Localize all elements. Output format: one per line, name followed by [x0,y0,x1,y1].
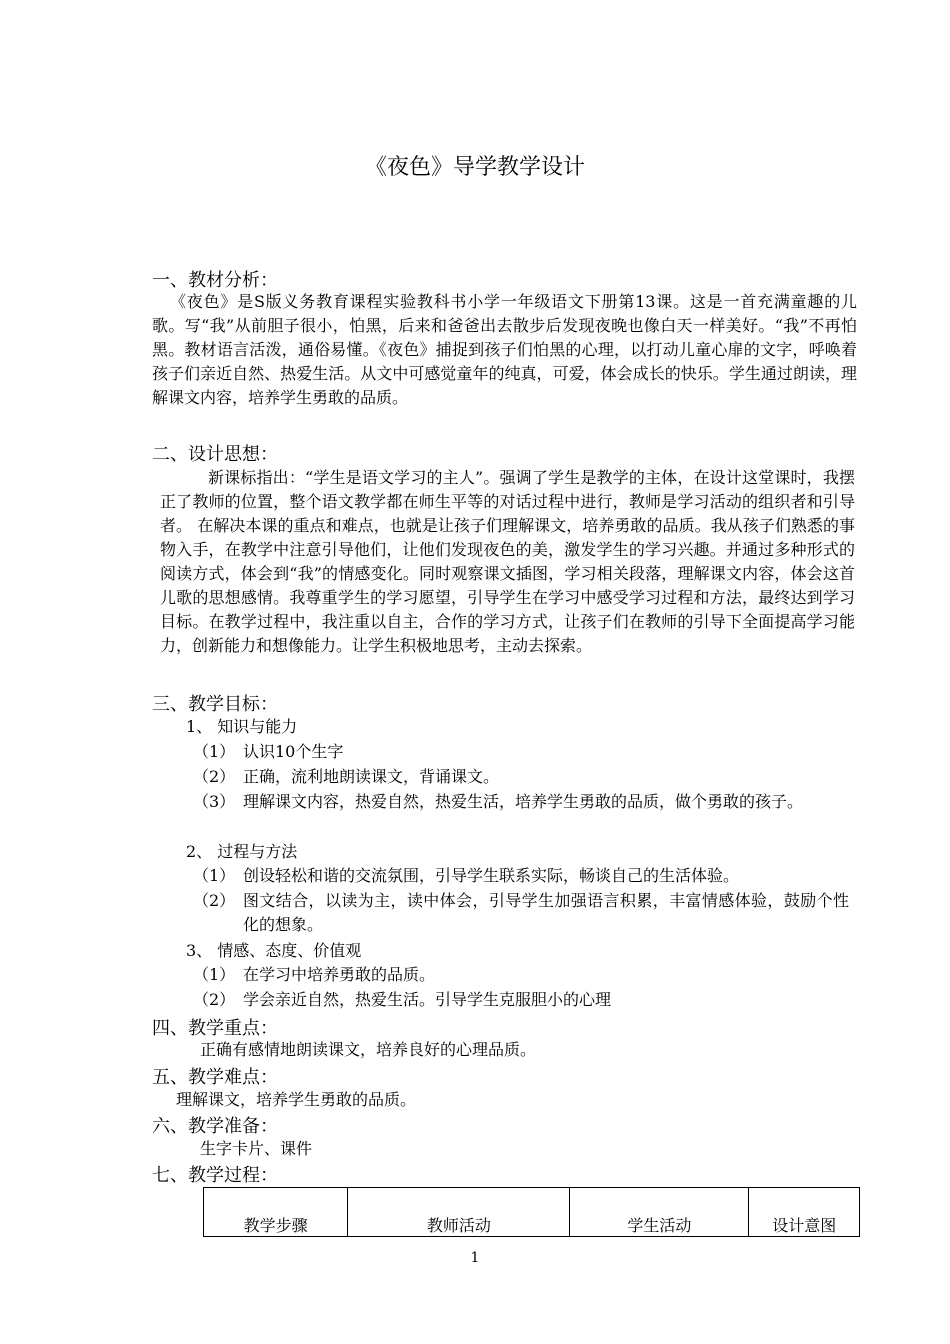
goal-item-text: 正确，流利地朗读课文，背诵课文。 [243,767,500,786]
goal-item [193,864,853,888]
goal-item-text: 理解课文内容，热爱自然，热爱生活，培养学生勇敢的品质，做个勇敢的孩子。 [243,792,804,811]
goal-item-number: （1） [193,965,236,984]
section-heading-5: 五、教学难点： [152,1067,278,1088]
goal-item [193,790,853,838]
goal-item [193,889,853,937]
table-header-cell: 学生活动 [570,1188,749,1237]
goal-item-text: 图文结合，以读为主，读中体会，引导学生加强语言积累，丰富情感体验，鼓励个性化的想象。 [243,891,849,934]
section-heading-1: 一、教材分析： [152,270,278,291]
goal-item-text: 学会亲近自然，热爱生活。引导学生克服胆小的心理 [243,990,612,1009]
goal-item-text: 创设轻松和谐的交流氛围，引导学生联系实际，畅谈自己的生活体验。 [243,866,740,885]
goal-item-text: 在学习中培养勇敢的品质。 [243,965,436,984]
goal-group-2-label: 2、 过程与方法 [186,842,298,861]
goal-item-number: （2） [193,990,236,1009]
goal-item-number: （2） [193,767,236,786]
table-header-cell: 教学步骤 [204,1188,348,1237]
goal-item [193,988,853,1012]
goal-item-number: （1） [193,742,236,761]
section-body-6: 生字卡片、课件 [200,1139,313,1158]
table-header-row [204,1188,860,1237]
section-heading-6: 六、教学准备： [152,1116,278,1137]
goal-item [193,765,853,789]
goal-item-number: （1） [193,866,236,885]
section-heading-4: 四、教学重点： [152,1018,278,1039]
goal-item-text: 认识10个生字 [243,742,344,761]
section-heading-3: 三、教学目标： [152,694,278,715]
table-header-cell: 设计意图 [749,1188,860,1237]
teaching-process-table [203,1187,860,1237]
goal-item-number: （2） [193,891,236,910]
goal-item-number: （3） [193,792,236,811]
table-header-cell: 教师活动 [348,1188,570,1237]
goal-item [193,963,853,987]
section-heading-7: 七、教学过程： [152,1165,278,1186]
goal-item [193,740,853,764]
section-heading-2: 二、设计思想： [152,444,278,465]
section-body-1: 《夜色》是S版义务教育课程实验教科书小学一年级语文下册第13课。这是一首充满童趣的儿歌。写“我”从前胆子很小，怕黑，后来和爸爸出去散步后发现夜晚也像白天一样美好。“我”不再怕黑。教材语言活泼，通俗易懂。《夜色》捕捉到孩子们怕黑的心理，以打动儿童心扉的文字，呼唤着孩子们亲近自然、热爱生活。从文中可感觉童年的纯真，可爱，体会成长的快乐。学生通过朗读，理解课文内容，培养学生勇敢的品质。 [152,292,857,407]
section-body-5: 理解课文，培养学生勇敢的品质。 [176,1090,417,1109]
section-body-2: 新课标指出：“学生是语文学习的主人”。强调了学生是教学的主体，在设计这堂课时，我摆正了教师的位置，整个语文教学都在师生平等的对话过程中进行，教师是学习活动的组织者和引导者。 在解决本课的重点和难点，也就是让孩子们理解课文，培养勇敢的品质。我从孩子们熟悉的事物入手，在教学中注意引导他们，让他们发现夜色的美，激发学生的学习兴趣。并通过多种形式的阅读方式，体会到“我”的情感变化。同时观察课文插图，学习相关段落，理解课文内容，体会这首儿歌的思想感情。我尊重学生的学习愿望，引导学生在学习中感受学习过程和方法，最终达到学习目标。在教学过程中，我注重以自主，合作的学习方式，让孩子们在教师的引导下全面提高学习能力，创新能力和想像能力。让学生积极地思考，主动去探索。 [160,468,855,655]
section-body-4: 正确有感情地朗读课文，培养良好的心理品质。 [200,1040,537,1059]
document-title: 《夜色》导学教学设计 [364,155,585,180]
goal-group-1-label: 1、 知识与能力 [186,717,298,736]
page-number: 1 [470,1250,480,1266]
goal-group-3-label: 3、 情感、态度、价值观 [186,941,362,960]
